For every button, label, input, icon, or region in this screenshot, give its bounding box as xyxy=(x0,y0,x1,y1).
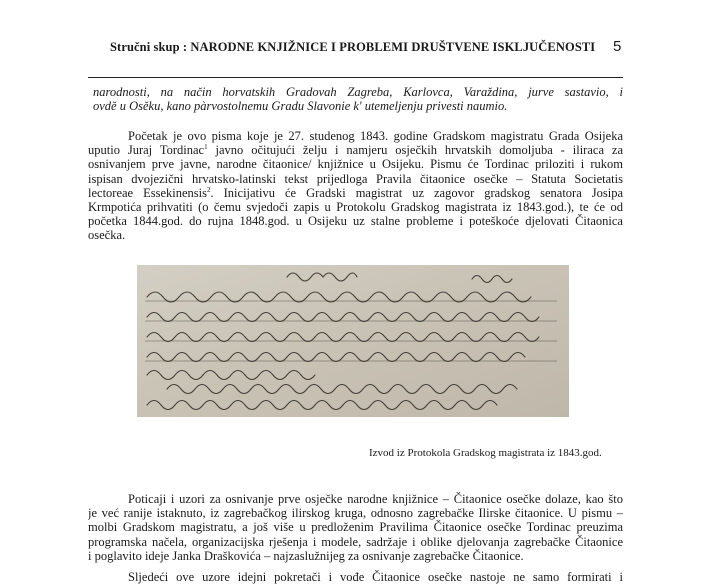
text-line: Poticaji i uzori za osnivanje prve osječke narodne knjižnice – Čitaonice osečke dolaze, kao što xyxy=(128,492,623,506)
paragraph-followup xyxy=(88,570,623,584)
text-line: Početak je ovo pisma koje je 27. studenog 1843. godine Gradskom magistratu Grada Osijeka xyxy=(128,129,623,143)
figure-caption: Izvod iz Protokola Gradskog magistrata iz 1843.god. xyxy=(369,447,602,459)
header-rule xyxy=(88,77,623,78)
text-line: početka 1844.god. do rujna 1848.god. u Osijeku uz stalne probleme i poteškoće djelovati Čitaonica xyxy=(88,214,623,229)
text-line: Sljedeći ove uzore idejni pokretači i vođe Čitaonice osečke nastoje ne samo formirati i xyxy=(128,570,623,584)
quote-line: narodnosti, na način horvatskih Gradovah Zagreba, Karlovca, Varaždina, jurve sastavio, i xyxy=(93,85,623,99)
quote-line: ovdě u Osěku, kano pàrvostolnemu Gradu Slavonie k' utemeljenju privesti naumio. xyxy=(93,99,508,114)
footnote-ref: 2 xyxy=(207,185,211,194)
page-number: 5 xyxy=(613,38,622,55)
text-line: osečka. xyxy=(88,228,126,243)
text-run: javno očitujući želju i namjeru osječkih hrvatskih domoljuba - iliraca za xyxy=(207,143,623,158)
manuscript-photo xyxy=(137,265,569,417)
text-run: uputio Juraj Tordinac xyxy=(88,143,205,158)
quote-paragraph xyxy=(93,85,623,113)
text-line: programska načela, organizacijska rješenja i modele, sadržaje i oblike djelovanja zagrebačke Čitaonice xyxy=(88,534,623,549)
text-line: molbi Gradskom magistratu, a još više u predloženim Pravilima Čitaonice osečke Tordinac preuzima xyxy=(88,520,623,535)
footnote-ref: 1 xyxy=(204,143,208,152)
text-line xyxy=(88,143,623,157)
text-line: i poglavito ideje Janka Draškovića – najzaslužnijeg za osnivanje zagrebačke Čitaonice. xyxy=(88,548,524,563)
text-line: Krmpotića prihvatiti (o čemu svjedoči zapis u Protokolu Gradskog magistrata iz 1843.god.), te će od xyxy=(88,200,623,215)
text-run: lectoreae Essekinensis xyxy=(88,185,207,200)
text-run: . Inicijativu će Gradski magistrat uz zagovor gradskog senatora Josipa xyxy=(210,185,623,200)
text-line: osnivanjem prve javne, narodne čitaonice/ knjižnice u Osijeku. Pismu će Tordinac priloziti i rukom xyxy=(88,157,623,172)
text-line: ispisan dvojezični hrvatsko-latinski tekst prijedloga Pravila čitaonice osečke – Statuta Societatis xyxy=(88,171,623,186)
running-header-title: Stručni skup : NARODNE KNJIŽNICE I PROBLEMI DRUŠTVENE ISKLJUČENOSTI xyxy=(110,40,596,54)
paragraph-intro xyxy=(88,129,623,243)
text-line: je već ranije istaknuto, iz zagrebačkog ilirskog kruga, odnosno zagrebačke Ilirske čitaonice. U pismu – xyxy=(88,506,623,521)
text-line xyxy=(88,186,623,200)
handwriting-illustration xyxy=(137,265,569,417)
paragraph-influences xyxy=(88,492,623,563)
